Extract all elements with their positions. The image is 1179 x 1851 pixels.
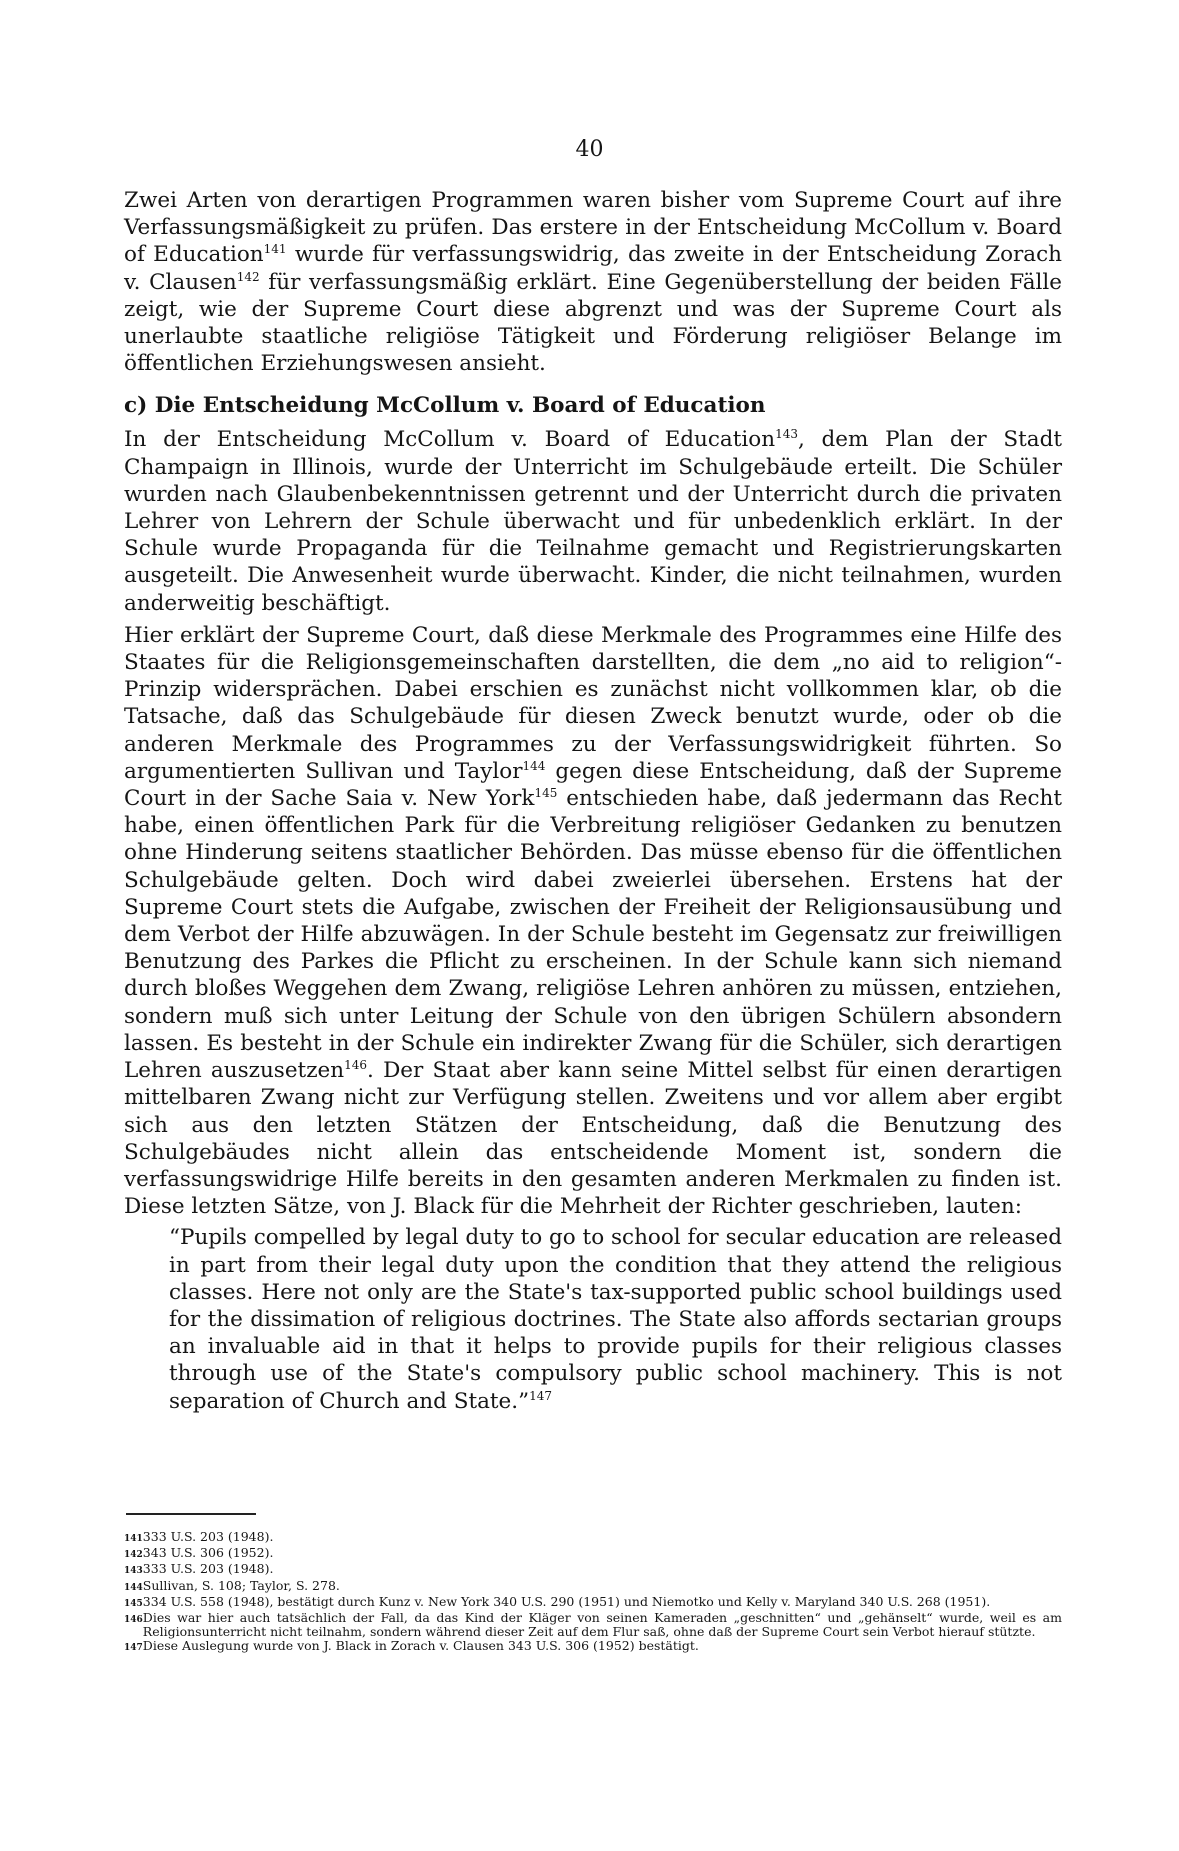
footnote-text: 343 U.S. 306 (1952).	[142, 1545, 274, 1561]
footnote-number: 145	[124, 1598, 143, 1609]
footnote-ref-147: 147	[529, 1388, 552, 1403]
section-heading: c) Die Entscheidung McCollum v. Board of Education	[124, 393, 766, 419]
paragraph-court-reasoning: Hier erklärt der Supreme Court, daß diese Merkmale des Programmes eine Hilfe des Staates für die Religionsgemeinschaften darstellten, die dem „no aid to religion“-Prinzip widersprächen. Dabei erschien es zunächst nicht vollkommen klar, ob die Tatsache, daß das Schulgebäude für diesen Zweck benutzt wurde, oder ob die anderen Merkmale des Programmes zu der Verfassungswidrigkeit führten. So argumentierten Sullivan und Taylor$^{144}$ gegen diese Entscheidung, daß der Supreme Court in der Sache Saia v. New York$^{145}$ entschieden habe, daß jedermann das Recht habe, einen öffentlichen Park für die Verbreitung religiöser Gedanken zu benutzen ohne Hinderung seitens staatlicher Behörden. Das müsse ebenso für die öffentlichen Schulgebäude gelten. Doch wird dabei zweierlei übersehen. Erstens hat der Supreme Court stets die Aufgabe, zwischen der Freiheit der Religionsausübung und dem Verbot der Hilfe abzuwägen. In der Schule besteht im Gegensatz zur freiwilligen Benutzung des Parkes die Pflicht zu erscheinen. In der Schule kann sich niemand durch bloßes Weggehen dem Zwang, religiöse Lehren anhören zu müssen, entziehen, sondern muß sich unter Leitung der Schule von den übrigen Schülern absondern lassen. Es besteht in der Schule ein indirekter Zwang für die Schüler, sich derartigen Lehren auszusetzen$^{146}$. Der Staat aber kann seine Mittel selbst für einen derartigen mittelbaren Zwang nicht zur Verfügung stellen. Zweitens und vor allem aber ergibt sich aus den letzten Stätzen der Entscheidung, daß die Benutzung des Schulgebäudes nicht allein das entscheidende Moment ist, sondern die verfassungswidrige Hilfe bereits in den gesamten anderen Merkmalen zu finden ist. Diese letzten Sätze, von J. Black für die Mehrheit der Richter geschrieben, lauten:	[124, 622, 1062, 1220]
footnote-number: 146	[124, 1615, 143, 1626]
block-quote: “Pupils compelled by legal duty to go to school for secular education are released in part from their legal duty upon the condition that they attend the religious classes. Here not only are the State's tax-supported public school buildings used for the dissimation of religious doctrines. The State also affords sectarian groups an invaluable aid in that it helps to provide pupils for their religious classes through use of the State's compulsory public school machinery. This is not separation of Church and State.”$^{147}$	[169, 1225, 1062, 1414]
footnote	[124, 1595, 1062, 1611]
footnote	[124, 1562, 1062, 1578]
paragraph-intro: Zwei Arten von derartigen Programmen waren bisher vom Supreme Court auf ihre Verfassungsmäßigkeit zu prüfen. Das erstere in der Entscheidung McCollum v. Board of Education$^{141}$ wurde für verfassungswidrig, das zweite in der Entscheidung Zorach v. Clausen$^{142}$ für verfassungsmäßig erklärt. Eine Gegenüberstellung der beiden Fälle zeigt, wie der Supreme Court diese abgrenzt und was der Supreme Court als unerlaubte staatliche religiöse Tätigkeit und Förderung religiöser Belange im öffentlichen Erziehungswesen ansieht.	[124, 188, 1062, 377]
footnote-number: 144	[124, 1582, 143, 1593]
footnote-number: 147	[124, 1643, 143, 1654]
footnote-text: 333 U.S. 203 (1948).	[142, 1561, 274, 1577]
footnotes	[124, 1530, 1062, 1656]
footnote-text: 333 U.S. 203 (1948).	[142, 1529, 274, 1544]
footnote-text: 334 U.S. 558 (1948), bestätigt durch Kunz v. New York 340 U.S. 290 (1951) und Niemotko und Kelly v. Maryland 340 U.S. 268 (1951).	[142, 1593, 991, 1609]
footnote-ref-143: 143	[775, 427, 798, 442]
paragraph-case-facts: In der Entscheidung McCollum v. Board of Education$^{143}$, dem Plan der Stadt Champaign in Illinois, wurde der Unterricht im Schulgebäude erteilt. Die Schüler wurden nach Glaubenbekenntnissen getrennt und der Unterricht durch die privaten Lehrer von Lehrern der Schule überwacht und für unbedenklich erklärt. In der Schule wurde Propaganda für die Teilnahme gemacht und Registrierungskarten ausgeteilt. Die Anwesenheit wurde überwacht. Kinder, die nicht teilnahmen, wurden anderweitig beschäftigt.	[124, 427, 1062, 616]
page-number: 40	[575, 137, 604, 162]
footnote-ref-142: 142	[236, 269, 260, 284]
body-text	[124, 187, 1062, 1415]
footnote-text: Diese Auslegung wurde von J. Black in Zorach v. Clausen 343 U.S. 306 (1952) bestätigt.	[142, 1638, 699, 1654]
footnote-text: Dies war hier auch tatsächlich der Fall, da das Kind der Kläger von seinen Kameraden „geschnitten“ und „gehänselt“ wurde, weil es am Religionsunterricht nicht teilnahm, sondern während dieser Zeit auf dem Flur saß, ohne daß der Supreme Court sein Verbot hierauf stützte.	[142, 1610, 1062, 1640]
footnote-divider	[126, 1513, 256, 1515]
footnote	[124, 1579, 1062, 1595]
footnote-ref-146: 146	[344, 1057, 367, 1072]
footnote-ref-141: 141	[263, 242, 287, 257]
footnote-ref-145: 145	[534, 785, 558, 800]
footnote	[124, 1611, 1062, 1639]
footnote	[124, 1546, 1062, 1562]
footnote-text: Sullivan, S. 108; Taylor, S. 278.	[142, 1577, 340, 1593]
footnote-number: 143	[124, 1566, 143, 1577]
footnote	[124, 1639, 1062, 1655]
footnote-number: 142	[124, 1550, 143, 1561]
footnote	[124, 1530, 1062, 1546]
footnote-number: 141	[124, 1534, 143, 1544]
footnote-ref-144: 144	[522, 758, 546, 773]
